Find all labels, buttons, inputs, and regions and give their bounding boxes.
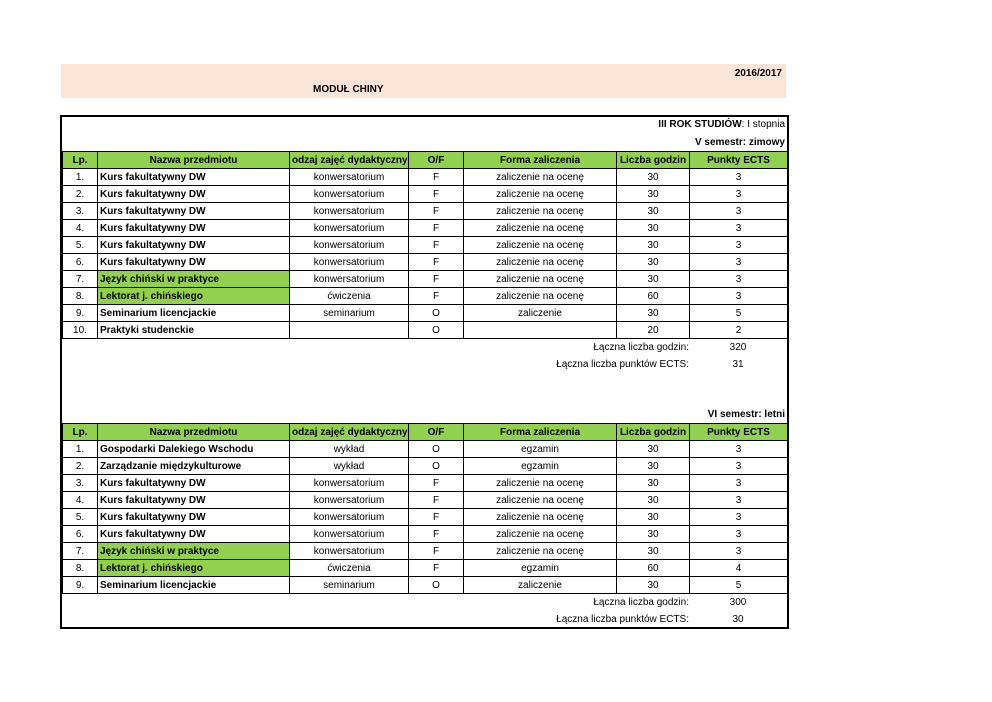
row-class-type: konwersatorium xyxy=(290,203,409,220)
row-hours: 30 xyxy=(617,220,690,237)
header-hours: Liczba godzin xyxy=(617,424,690,441)
total-hours-value: 300 xyxy=(729,597,747,608)
row-of: F xyxy=(409,271,464,288)
semester5-totals xyxy=(62,342,787,374)
row-hours: 20 xyxy=(617,322,690,339)
row-assessment-form: zaliczenie na ocenę xyxy=(464,254,617,271)
row-ects: 5 xyxy=(690,577,788,594)
semester6-table xyxy=(62,423,788,594)
row-hours: 30 xyxy=(617,475,690,492)
row-hours: 30 xyxy=(617,186,690,203)
row-ects: 3 xyxy=(690,288,788,305)
row-ects: 3 xyxy=(690,271,788,288)
row-assessment-form: zaliczenie na ocenę xyxy=(464,186,617,203)
row-ects: 4 xyxy=(690,560,788,577)
row-lp: 8. xyxy=(63,288,98,305)
row-class-type xyxy=(290,322,409,339)
row-hours: 60 xyxy=(617,288,690,305)
row-assessment-form: egzamin xyxy=(464,458,617,475)
header-name: Nazwa przedmiotu xyxy=(98,424,290,441)
header-hours: Liczba godzin xyxy=(617,152,690,169)
row-lp: 4. xyxy=(63,220,98,237)
table-row xyxy=(63,441,788,458)
semester5-title: V semestr: zimowy xyxy=(694,137,785,148)
row-assessment-form: zaliczenie na ocenę xyxy=(464,526,617,543)
row-of: O xyxy=(409,458,464,475)
row-lp: 6. xyxy=(63,526,98,543)
row-of: F xyxy=(409,220,464,237)
table-row xyxy=(63,305,788,322)
row-of: F xyxy=(409,288,464,305)
row-hours: 30 xyxy=(617,271,690,288)
header-of: O/F xyxy=(409,152,464,169)
row-lp: 6. xyxy=(63,254,98,271)
table-row xyxy=(63,509,788,526)
row-course-name: Gospodarki Dalekiego Wschodu xyxy=(98,441,290,458)
header-ects: Punkty ECTS xyxy=(690,152,788,169)
table-row xyxy=(63,322,788,339)
row-course-name: Kurs fakultatywny DW xyxy=(98,254,290,271)
total-hours-value: 320 xyxy=(729,342,747,353)
row-hours: 30 xyxy=(617,305,690,322)
row-of: F xyxy=(409,543,464,560)
study-year-label: III ROK STUDIÓW xyxy=(658,119,742,130)
study-year-line xyxy=(658,119,785,130)
total-hours-label: Łączna liczba godzin: xyxy=(593,342,689,353)
semester6-title: VI semestr: letni xyxy=(707,409,785,420)
row-assessment-form: zaliczenie na ocenę xyxy=(464,220,617,237)
row-of: F xyxy=(409,509,464,526)
table-row xyxy=(63,186,788,203)
row-course-name: Kurs fakultatywny DW xyxy=(98,492,290,509)
table-row xyxy=(63,560,788,577)
row-course-name: Kurs fakultatywny DW xyxy=(98,186,290,203)
row-course-name: Język chiński w praktyce xyxy=(98,271,290,288)
row-lp: 7. xyxy=(63,543,98,560)
row-hours: 30 xyxy=(617,577,690,594)
row-of: F xyxy=(409,186,464,203)
semester6-totals xyxy=(62,597,787,629)
row-class-type: konwersatorium xyxy=(290,271,409,288)
table-row xyxy=(63,458,788,475)
row-ects: 3 xyxy=(690,526,788,543)
row-of: F xyxy=(409,492,464,509)
row-lp: 5. xyxy=(63,509,98,526)
header-form: Forma zaliczenia xyxy=(464,424,617,441)
table-row xyxy=(63,169,788,186)
row-course-name: Zarządzanie międzykulturowe xyxy=(98,458,290,475)
header-name: Nazwa przedmiotu xyxy=(98,152,290,169)
row-ects: 3 xyxy=(690,543,788,560)
row-assessment-form xyxy=(464,322,617,339)
row-assessment-form: egzamin xyxy=(464,441,617,458)
row-class-type: konwersatorium xyxy=(290,237,409,254)
row-ects: 3 xyxy=(690,441,788,458)
row-of: O xyxy=(409,322,464,339)
total-ects-label: Łączna liczba punktów ECTS: xyxy=(556,614,689,625)
row-of: F xyxy=(409,475,464,492)
row-hours: 60 xyxy=(617,560,690,577)
row-class-type: konwersatorium xyxy=(290,475,409,492)
row-hours: 30 xyxy=(617,237,690,254)
table-header-row xyxy=(63,152,788,169)
row-ects: 3 xyxy=(690,186,788,203)
row-class-type: konwersatorium xyxy=(290,509,409,526)
row-ects: 3 xyxy=(690,220,788,237)
row-ects: 3 xyxy=(690,492,788,509)
row-course-name: Kurs fakultatywny DW xyxy=(98,475,290,492)
row-class-type: konwersatorium xyxy=(290,543,409,560)
table-row xyxy=(63,288,788,305)
row-lp: 1. xyxy=(63,169,98,186)
row-ects: 3 xyxy=(690,458,788,475)
row-hours: 30 xyxy=(617,492,690,509)
row-lp: 3. xyxy=(63,203,98,220)
row-hours: 30 xyxy=(617,526,690,543)
table-row xyxy=(63,254,788,271)
row-course-name: Kurs fakultatywny DW xyxy=(98,509,290,526)
row-of: F xyxy=(409,254,464,271)
header-band xyxy=(61,64,786,98)
row-lp: 9. xyxy=(63,577,98,594)
row-class-type: ćwiczenia xyxy=(290,560,409,577)
header-type: odzaj zajęć dydaktyczny xyxy=(290,152,409,169)
row-lp: 3. xyxy=(63,475,98,492)
row-lp: 9. xyxy=(63,305,98,322)
row-of: F xyxy=(409,526,464,543)
row-class-type: konwersatorium xyxy=(290,492,409,509)
row-course-name: Kurs fakultatywny DW xyxy=(98,237,290,254)
row-course-name: Seminarium licencjackie xyxy=(98,305,290,322)
row-of: F xyxy=(409,560,464,577)
row-assessment-form: zaliczenie na ocenę xyxy=(464,475,617,492)
row-hours: 30 xyxy=(617,254,690,271)
table-row xyxy=(63,526,788,543)
row-class-type: konwersatorium xyxy=(290,169,409,186)
row-lp: 2. xyxy=(63,458,98,475)
header-form: Forma zaliczenia xyxy=(464,152,617,169)
row-lp: 7. xyxy=(63,271,98,288)
row-course-name: Lektorat j. chińskiego xyxy=(98,288,290,305)
total-ects-label: Łączna liczba punktów ECTS: xyxy=(556,359,689,370)
row-assessment-form: zaliczenie na ocenę xyxy=(464,492,617,509)
row-course-name: Seminarium licencjackie xyxy=(98,577,290,594)
table-row xyxy=(63,577,788,594)
row-course-name: Kurs fakultatywny DW xyxy=(98,220,290,237)
row-class-type: seminarium xyxy=(290,577,409,594)
curriculum-sheet xyxy=(60,115,789,629)
row-ects: 3 xyxy=(690,509,788,526)
row-of: O xyxy=(409,305,464,322)
module-title: MODUŁ CHINY xyxy=(313,84,384,95)
academic-year: 2016/2017 xyxy=(734,68,782,79)
total-hours-label: Łączna liczba godzin: xyxy=(593,597,689,608)
row-class-type: ćwiczenia xyxy=(290,288,409,305)
table-row xyxy=(63,492,788,509)
row-ects: 5 xyxy=(690,305,788,322)
header-lp: Lp. xyxy=(63,152,98,169)
header-lp: Lp. xyxy=(63,424,98,441)
header-ects: Punkty ECTS xyxy=(690,424,788,441)
header-of: O/F xyxy=(409,424,464,441)
row-class-type: konwersatorium xyxy=(290,220,409,237)
table-row xyxy=(63,271,788,288)
row-lp: 1. xyxy=(63,441,98,458)
row-assessment-form: zaliczenie xyxy=(464,577,617,594)
row-course-name: Kurs fakultatywny DW xyxy=(98,526,290,543)
study-year-value: : I stopnia xyxy=(741,119,785,130)
row-of: O xyxy=(409,577,464,594)
row-ects: 2 xyxy=(690,322,788,339)
row-course-name: Kurs fakultatywny DW xyxy=(98,169,290,186)
row-class-type: konwersatorium xyxy=(290,254,409,271)
row-lp: 8. xyxy=(63,560,98,577)
row-hours: 30 xyxy=(617,458,690,475)
row-of: F xyxy=(409,203,464,220)
row-hours: 30 xyxy=(617,509,690,526)
table-row xyxy=(63,220,788,237)
row-hours: 30 xyxy=(617,203,690,220)
row-class-type: wykład xyxy=(290,458,409,475)
row-assessment-form: zaliczenie na ocenę xyxy=(464,271,617,288)
row-course-name: Język chiński w praktyce xyxy=(98,543,290,560)
row-course-name: Praktyki studenckie xyxy=(98,322,290,339)
table-header-row xyxy=(63,424,788,441)
row-ects: 3 xyxy=(690,254,788,271)
row-ects: 3 xyxy=(690,169,788,186)
total-ects-value: 30 xyxy=(732,614,744,625)
row-class-type: seminarium xyxy=(290,305,409,322)
row-assessment-form: zaliczenie na ocenę xyxy=(464,203,617,220)
row-course-name: Lektorat j. chińskiego xyxy=(98,560,290,577)
row-ects: 3 xyxy=(690,475,788,492)
row-assessment-form: zaliczenie xyxy=(464,305,617,322)
row-course-name: Kurs fakultatywny DW xyxy=(98,203,290,220)
row-assessment-form: zaliczenie na ocenę xyxy=(464,509,617,526)
row-lp: 5. xyxy=(63,237,98,254)
table-row xyxy=(63,475,788,492)
row-hours: 30 xyxy=(617,543,690,560)
row-hours: 30 xyxy=(617,169,690,186)
row-class-type: konwersatorium xyxy=(290,186,409,203)
row-ects: 3 xyxy=(690,237,788,254)
table-row xyxy=(63,203,788,220)
row-lp: 2. xyxy=(63,186,98,203)
row-class-type: konwersatorium xyxy=(290,526,409,543)
row-lp: 10. xyxy=(63,322,98,339)
total-ects-value: 31 xyxy=(732,359,744,370)
row-hours: 30 xyxy=(617,441,690,458)
row-of: F xyxy=(409,169,464,186)
row-of: F xyxy=(409,237,464,254)
row-assessment-form: egzamin xyxy=(464,560,617,577)
row-lp: 4. xyxy=(63,492,98,509)
row-of: O xyxy=(409,441,464,458)
semester5-table xyxy=(62,151,788,339)
row-class-type: wykład xyxy=(290,441,409,458)
row-assessment-form: zaliczenie na ocenę xyxy=(464,543,617,560)
row-assessment-form: zaliczenie na ocenę xyxy=(464,169,617,186)
header-type: odzaj zajęć dydaktyczny xyxy=(290,424,409,441)
row-assessment-form: zaliczenie na ocenę xyxy=(464,237,617,254)
row-ects: 3 xyxy=(690,203,788,220)
row-assessment-form: zaliczenie na ocenę xyxy=(464,288,617,305)
table-row xyxy=(63,543,788,560)
table-row xyxy=(63,237,788,254)
